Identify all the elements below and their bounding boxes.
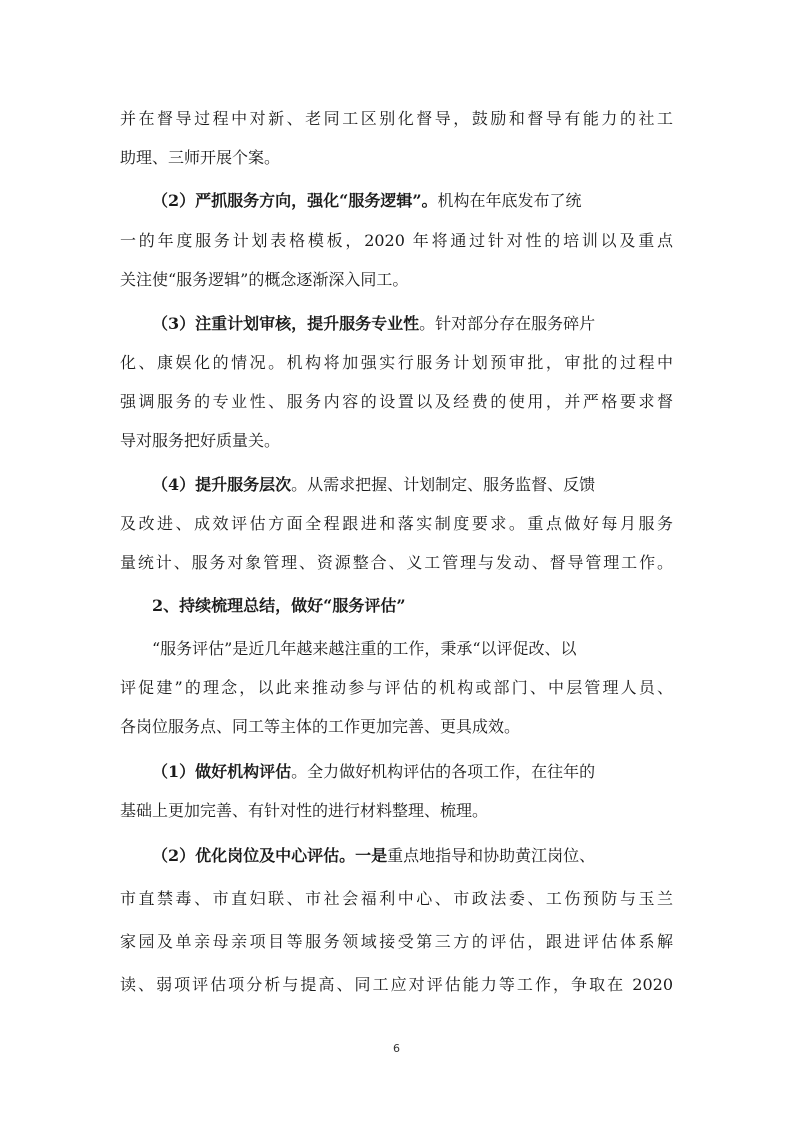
- section-heading: （3）注重计划审核，提升服务专业性: [152, 314, 420, 333]
- text-line: [120, 267, 408, 293]
- text-line: [152, 636, 577, 662]
- text-line: [120, 428, 280, 454]
- section-heading: （2）严抓服务方向，强化“服务逻辑”。: [152, 191, 438, 210]
- text-line: [120, 929, 673, 955]
- text-line: [120, 228, 673, 254]
- text-line: [152, 593, 406, 619]
- text-line: [120, 972, 673, 998]
- text-line: [152, 843, 595, 869]
- section-heading: 2、持续梳理总结，做好“服务评估”: [152, 596, 406, 615]
- text-line: [152, 759, 595, 785]
- text-segment: 及改进、成效评估方面全程跟进和落实制度要求。重点做好每月服务: [120, 514, 673, 533]
- text-segment: 各岗位服务点、同工等主体的工作更加完善、更具成效。: [120, 717, 521, 736]
- text-line: [120, 145, 280, 171]
- text-line: [120, 675, 673, 701]
- text-segment: 市直禁毒、市直妇联、市社会福利中心、市政法委、工伤预防与玉兰: [120, 889, 673, 908]
- section-heading: （2）优化岗位及中心评估。一是: [152, 846, 388, 865]
- page-number: 6: [393, 1042, 400, 1055]
- text-line: [120, 886, 673, 912]
- text-segment: 评促建”的理念，以此来推动参与评估的机构或部门、中层管理人员、: [120, 678, 673, 697]
- text-line: [120, 350, 673, 376]
- text-segment: 导对服务把好质量关。: [120, 431, 281, 450]
- text-segment: 并在督导过程中对新、老同工区别化督导，鼓励和督导有能力的社工: [120, 109, 673, 128]
- text-segment: 重点地指导和协助黄江岗位、: [387, 846, 596, 865]
- text-segment: 读、弱项评估项分析与提高、同工应对评估能力等工作，争取在 2020: [120, 975, 673, 994]
- text-segment: 助理、三师开展个案。: [120, 148, 281, 167]
- text-segment: 量统计、服务对象管理、资源整合、义工管理与发动、督导管理工作。: [120, 553, 673, 572]
- text-segment: 机构在年底发布了统: [437, 191, 582, 210]
- section-heading: （4）提升服务层次: [152, 475, 292, 494]
- text-segment: 一的年度服务计划表格模板，2020 年将通过针对性的培训以及重点: [120, 231, 673, 250]
- text-line: [120, 511, 673, 537]
- text-segment: 家园及单亲母亲项目等服务领域接受第三方的评估，跟进评估体系解: [120, 932, 673, 951]
- text-line: [120, 106, 673, 132]
- text-segment: 强调服务的专业性、服务内容的设置以及经费的使用，并严格要求督: [120, 392, 673, 411]
- text-line: [120, 389, 673, 415]
- text-line: [152, 311, 595, 337]
- text-segment: 。全力做好机构评估的各项工作，在往年的: [291, 762, 596, 781]
- text-segment: 基础上更加完善、有针对性的进行材料整理、梳理。: [120, 801, 489, 820]
- text-line: [120, 550, 673, 576]
- text-line: [120, 798, 488, 824]
- text-line: [120, 714, 520, 740]
- text-segment: “服务评估”是近几年越来越注重的工作，秉承“以评促改、以: [152, 639, 577, 658]
- text-segment: 。针对部分存在服务碎片: [419, 314, 596, 333]
- text-line: [152, 472, 595, 498]
- text-segment: 化、康娱化的情况。机构将加强实行服务计划预审批，审批的过程中: [120, 353, 673, 372]
- text-segment: 关注使“服务逻辑”的概念逐渐深入同工。: [120, 270, 409, 289]
- text-line: [152, 188, 582, 214]
- text-segment: 。从需求把握、计划制定、服务监督、反馈: [291, 475, 596, 494]
- section-heading: （1）做好机构评估: [152, 762, 292, 781]
